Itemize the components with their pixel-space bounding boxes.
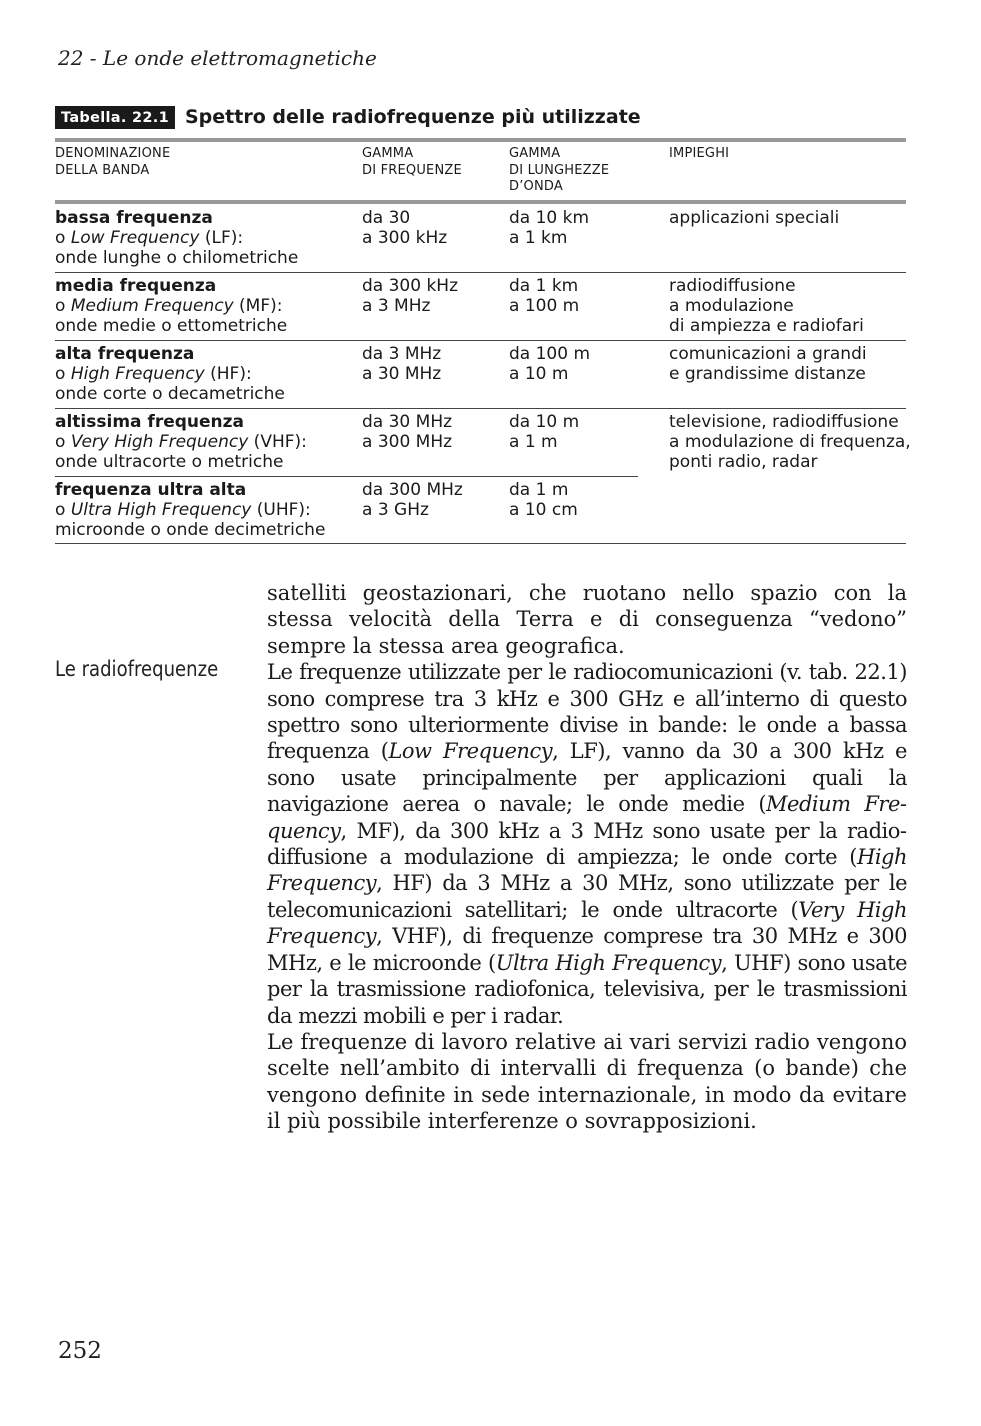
paragraph: Le frequenze di lavoro relative ai vari servizi radio vengono scelte nell’ambito di intervalli di frequenza (o bande) che vengono definite in sede internazionale, in modo da evitare il più possibile interferenze o sovrapposizioni.: [267, 1029, 907, 1134]
row-mf-frequency: da 300 kHz a 3 MHz: [362, 276, 459, 316]
header-bottom-rule: [55, 200, 906, 204]
row-hf-uses: comunicazioni a grandi e grandissime distanze: [669, 344, 867, 384]
row-mf-wavelength: da 1 km a 100 m: [509, 276, 580, 316]
row-lf-frequency: da 30 a 300 kHz: [362, 208, 448, 248]
row-uhf-wavelength: da 1 m a 10 cm: [509, 480, 578, 520]
paragraph: satelliti geostazionari, che ruotano nello spazio con la stessa velocità della Terra e di conseguenza “vedono” sempre la stessa area geografica.: [267, 581, 907, 658]
row-lf-wavelength: da 10 km a 1 km: [509, 208, 590, 248]
header-uses: IMPIEGHI: [669, 146, 730, 161]
row-mf-band: media frequenza o Medium Frequency (MF): onde medie o ettometriche: [55, 276, 288, 336]
header-frequency: GAMMA DI FREQUENZE: [362, 146, 462, 178]
row-divider: [55, 340, 906, 341]
running-head: 22 - Le onde elettromagnetiche: [58, 46, 377, 70]
row-vhf-band: altissima frequenza o Very High Frequency (VHF): onde ultracorte o metriche: [55, 412, 307, 472]
row-hf-band: alta frequenza o High Frequency (HF): onde corte o decametriche: [55, 344, 285, 404]
row-lf-band: bassa frequenza o Low Frequency (LF): onde lunghe o chilometriche: [55, 208, 299, 268]
row-vhf-wavelength: da 10 m a 1 m: [509, 412, 580, 452]
header-wavelength: GAMMA DI LUNGHEZZE D’ONDA: [509, 146, 610, 194]
row-divider: [55, 272, 906, 273]
table-bottom-rule: [55, 543, 906, 544]
header-band: DENOMINAZIONE DELLA BANDA: [55, 146, 171, 178]
table-title: [55, 104, 641, 130]
row-lf-uses: applicazioni speciali: [669, 208, 840, 228]
row-divider-partial: [55, 476, 638, 477]
row-vhf-uhf-uses: televisione, radiodiffusione a modulazione di frequenza, ponti radio, radar: [669, 412, 911, 472]
row-uhf-frequency: da 300 MHz a 3 GHz: [362, 480, 463, 520]
table-label: Tabella. 22.1: [55, 106, 175, 129]
page-number: 252: [58, 1338, 102, 1364]
body-text: [267, 580, 907, 1135]
row-hf-frequency: da 3 MHz a 30 MHz: [362, 344, 442, 384]
row-hf-wavelength: da 100 m a 10 m: [509, 344, 591, 384]
table-caption: Spettro delle radiofrequenze più utilizzate: [184, 106, 641, 128]
side-label: Le radiofrequenze: [55, 657, 219, 681]
row-uhf-band: frequenza ultra alta o Ultra High Frequency (UHF): microonde o onde decimetriche: [55, 480, 326, 540]
paragraph: Le frequenze utilizzate per le radiocomunicazioni (v. tab. 22.1) sono comprese tra 3 kHz e 300 GHz e all’interno di questo spettro sono ulteriormente divise in bande: le onde a bassa frequenza (Low Frequency, LF), vanno da 30 a 300 kHz e sono usate principalmente per applicazioni quali la navigazione aerea o navale; le onde medie (Medium Frequency, MF), da 300 kHz a 3 MHz sono usate per la radiodiffusione a modulazione di ampiezza; le onde corte (High Frequency, HF) da 3 MHz a 30 MHz, sono utilizzate per le telecomunicazioni satellitari; le onde ultracorte (Very High Frequency, VHF), di frequenze comprese tra 30 MHz e 300 MHz, e le microonde (Ultra High Frequency, UHF) sono usate per la trasmissione radiofonica, televisiva, per le trasmissioni da mezzi mobili e per i radar.: [267, 660, 907, 1028]
row-divider: [55, 408, 906, 409]
table-top-rule: [55, 138, 906, 142]
frequency-table: [55, 138, 911, 548]
row-vhf-frequency: da 30 MHz a 300 MHz: [362, 412, 453, 452]
row-mf-uses: radiodiffusione a modulazione di ampiezza e radiofari: [669, 276, 864, 336]
